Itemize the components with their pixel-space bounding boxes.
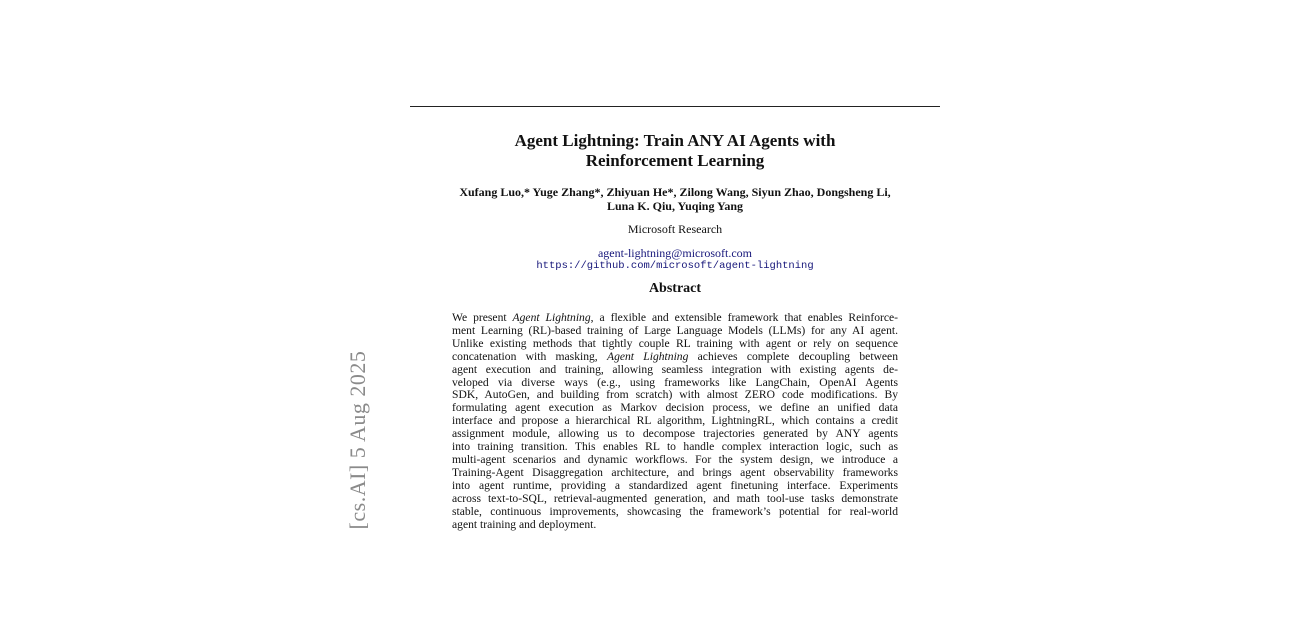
abstract-line: Unlike existing methods that tightly couple RL training with agent or rely on sequence (452, 337, 898, 350)
abstract-line: formulating agent execution as Markov decision process, we define an unified data (452, 402, 898, 415)
arxiv-margin-stamp: [cs.AI] 5 Aug 2025 (345, 350, 370, 530)
top-rule (410, 106, 940, 107)
email-link[interactable]: agent-lightning@microsoft.com (597, 246, 753, 260)
repo-link[interactable]: https://github.com/microsoft/agent-lightning (536, 260, 814, 272)
abstract-line: agent execution and training, allowing seamless integration with existing agents de- (452, 363, 898, 376)
title-line: Reinforcement Learning (585, 150, 765, 170)
abstract-line: into agent runtime, providing a standardized agent finetuning interface. Experiments (452, 479, 898, 492)
abstract-line: across text-to-SQL, retrieval-augmented generation, and math tool-use tasks demonstrate (452, 492, 898, 505)
paper-title (410, 131, 940, 170)
abstract-line: Training-Agent Disaggregation architecture, and brings agent observability frameworks (452, 466, 898, 479)
abstract-line: We present Agent Lightning, a flexible and extensible framework that enables Reinforce- (452, 312, 898, 324)
abstract-line: assignment module, allowing us to decompose trajectories generated by ANY agents (452, 428, 898, 441)
abstract-heading: Abstract (648, 281, 702, 296)
abstract-line: stable, continuous improvements, showcasing the framework’s potential for real-world (452, 505, 898, 518)
abstract-line: agent training and deployment. (452, 518, 597, 531)
author-list (410, 186, 940, 213)
abstract-line: multi-agent scenarios and dynamic workflows. For the system design, we introduce a (452, 453, 898, 466)
author-line: Luna K. Qiu, Yuqing Yang (606, 198, 744, 213)
affiliation: Microsoft Research (627, 222, 723, 236)
author-line: Xufang Luo,* Yuge Zhang*, Zhiyuan He*, Zilong Wang, Siyun Zhao, Dongsheng Li, (459, 185, 891, 199)
abstract-line: into training transition. This enables RL to handle complex interaction logic, such as (452, 441, 898, 454)
abstract-body (452, 312, 898, 531)
abstract-line: ment Learning (RL)-based training of Large Language Models (LLMs) for any AI agent. (452, 324, 898, 337)
abstract-line: SDK, AutoGen, and building from scratch) with almost ZERO code modifications. By (452, 389, 898, 402)
abstract-line: interface and propose a hierarchical RL algorithm, LightningRL, which contains a credit (452, 415, 898, 428)
abstract-line: concatenation with masking, Agent Lightning achieves complete decoupling between (452, 350, 898, 363)
abstract-line: veloped via diverse ways (e.g., using frameworks like LangChain, OpenAI Agents (452, 376, 898, 389)
title-line: Agent Lightning: Train ANY AI Agents with (514, 131, 836, 150)
